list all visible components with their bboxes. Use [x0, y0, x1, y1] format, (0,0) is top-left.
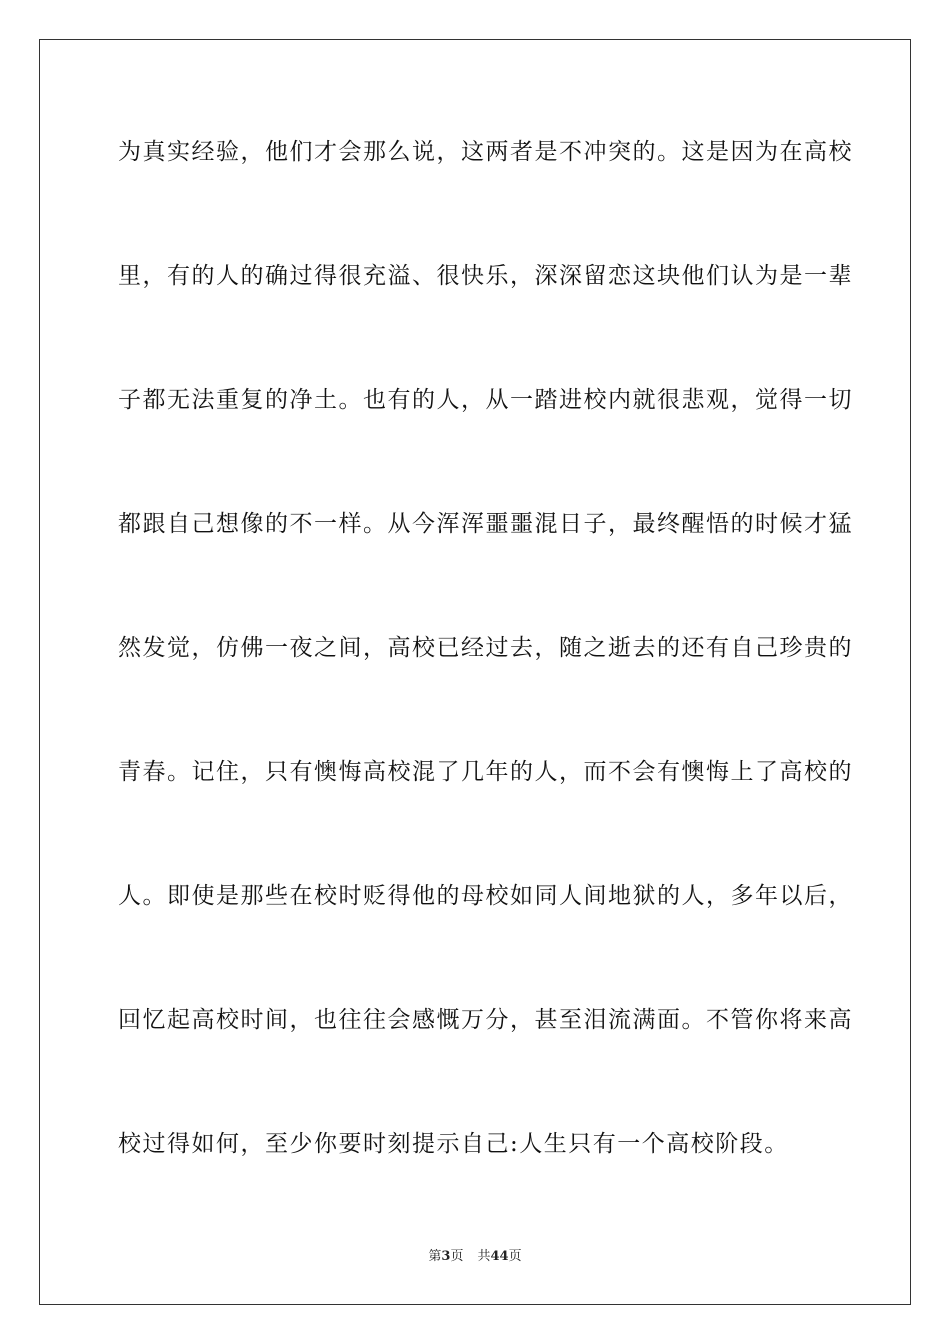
page-prefix: 第 [428, 1249, 442, 1264]
total-suffix: 页 [508, 1249, 522, 1264]
page-suffix: 页 [450, 1249, 464, 1264]
paragraph-line: 人。即使是那些在校时贬得他的母校如同人间地狱的人，多年以后， [118, 883, 853, 909]
paragraph-line: 都跟自己想像的不一样。从今浑浑噩噩混日子，最终醒悟的时候才猛 [118, 511, 853, 537]
paragraph-line: 然发觉，仿佛一夜之间，高校已经过去，随之逝去的还有自己珍贵的 [118, 635, 853, 661]
paragraph-line: 青春。记住，只有懊悔高校混了几年的人，而不会有懊悔上了高校的 [118, 759, 853, 785]
paragraph-line: 子都无法重复的净土。也有的人，从一踏进校内就很悲观，觉得一切 [118, 387, 853, 413]
page-border [39, 39, 911, 1305]
paragraph-line: 回忆起高校时间，也往往会感慨万分，甚至泪流满面。不管你将来高 [118, 1007, 853, 1033]
paragraph-line: 里，有的人的确过得很充溢、很快乐，深深留恋这块他们认为是一辈 [118, 263, 853, 289]
paragraph-line: 为真实经验，他们才会那么说，这两者是不冲突的。这是因为在高校 [118, 139, 853, 165]
total-pages: 44 [490, 1249, 509, 1264]
total-prefix: 共 [477, 1249, 491, 1264]
paragraph-line: 校过得如何，至少你要时刻提示自己:人生只有一个高校阶段。 [118, 1131, 789, 1157]
page-number: 3 [441, 1249, 451, 1264]
page-footer [0, 1248, 950, 1266]
